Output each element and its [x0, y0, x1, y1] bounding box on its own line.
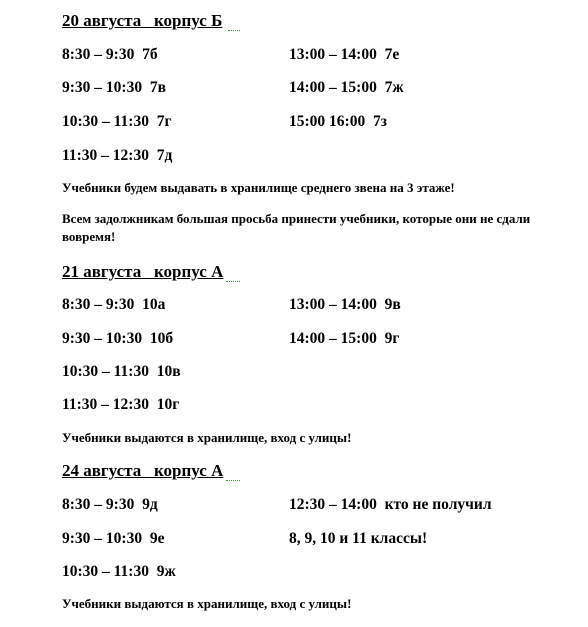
- time-slot: 10:30 – 11:30 7г: [62, 113, 172, 130]
- time-slot: 15:00 16:00 7з: [289, 113, 387, 130]
- time-slot: 9:30 – 10:30 7в: [62, 79, 166, 96]
- time-slot: 12:30 – 14:00 кто не получил: [289, 496, 492, 513]
- section-heading: 21 августа корпус А: [62, 262, 224, 281]
- time-slot: 9:30 – 10:30 10б: [62, 330, 174, 347]
- section-heading: 24 августа корпус А: [62, 461, 224, 480]
- time-slot: 14:00 – 15:00 7ж: [289, 79, 404, 96]
- time-slot: 13:00 – 14:00 7е: [289, 46, 400, 63]
- spellcheck-underline: [226, 279, 240, 282]
- time-slot: 10:30 – 11:30 10в: [62, 363, 181, 380]
- time-slot: 8:30 – 9:30 10а: [62, 296, 166, 313]
- time-slot: 8:30 – 9:30 9д: [62, 496, 158, 513]
- time-slot: 11:30 – 12:30 10г: [62, 396, 180, 413]
- notice-text: Всем задолжникам большая просьба принести учебники, которые они не сдали вовремя!: [62, 211, 531, 244]
- spellcheck-underline: [228, 28, 240, 31]
- spellcheck-underline: [226, 478, 240, 481]
- time-slot: 13:00 – 14:00 9в: [289, 296, 401, 313]
- time-slot: 9:30 – 10:30 9е: [62, 530, 165, 547]
- time-slot: 10:30 – 11:30 9ж: [62, 563, 176, 580]
- notice-text: Учебники выдаются в хранилище, вход с улицы!: [62, 430, 352, 445]
- notice-text: Учебники будем выдавать в хранилище среднего звена на 3 этаже!: [62, 180, 455, 195]
- time-slot: 8, 9, 10 и 11 классы!: [289, 530, 428, 547]
- notice-text: Учебники выдаются в хранилище, вход с улицы!: [62, 596, 352, 611]
- time-slot: 8:30 – 9:30 7б: [62, 46, 158, 63]
- time-slot: 11:30 – 12:30 7д: [62, 147, 173, 164]
- section-heading: 20 августа корпус Б: [62, 11, 223, 30]
- time-slot: 14:00 – 15:00 9г: [289, 330, 400, 347]
